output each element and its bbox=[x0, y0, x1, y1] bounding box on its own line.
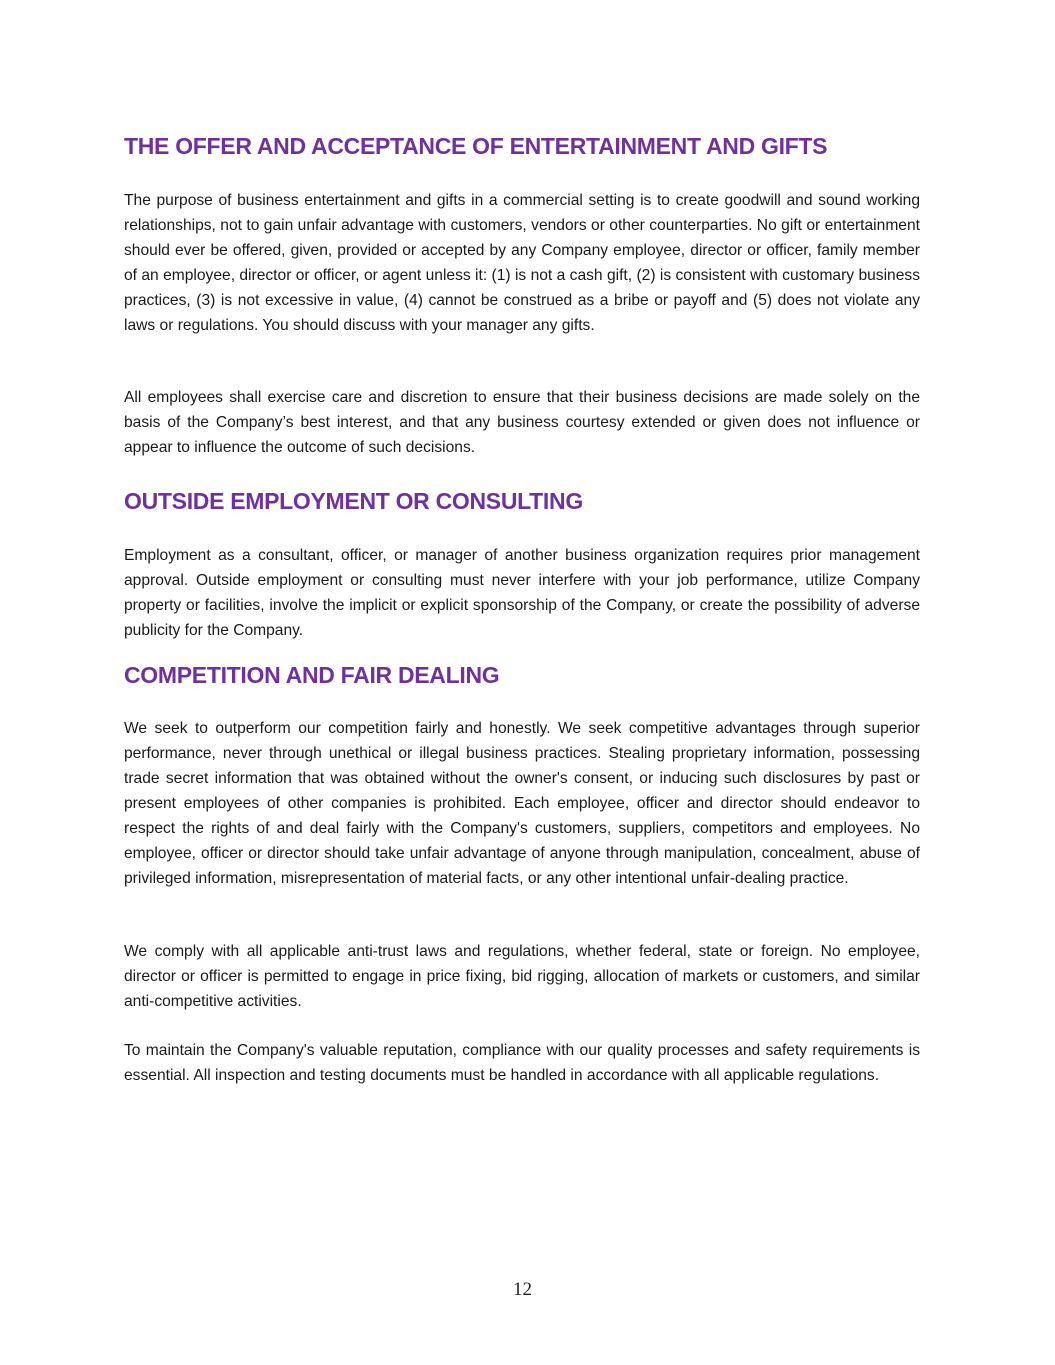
section-heading-outside-employment: OUTSIDE EMPLOYMENT OR CONSULTING bbox=[124, 488, 583, 514]
section-heading-competition: COMPETITION AND FAIR DEALING bbox=[124, 662, 500, 688]
paragraph-competition-fair: We seek to outperform our competition fairly and honestly. We seek competitive advantages through superior performance, never through unethical or illegal business practices. Stealing proprietary information, possessing trade secret information that was obtained without the owner's consent, or inducing such disclosures by past or present employees of other companies is prohibited. Each employee, officer and director should endeavor to respect the rights of and deal fairly with the Company's customers, suppliers, competitors and employees. No employee, officer or director should take unfair advantage of anyone through manipulation, concealment, abuse of privileged information, misrepresentation of material facts, or any other intentional unfair-dealing practice. bbox=[124, 720, 920, 887]
paragraph-quality-compliance: To maintain the Company's valuable reputation, compliance with our quality processes and safety requirements is essential. All inspection and testing documents must be handled in accordance with all applicable regulations. bbox=[124, 1042, 920, 1084]
section-heading-gifts: THE OFFER AND ACCEPTANCE OF ENTERTAINMENT AND GIFTS bbox=[124, 133, 828, 159]
paragraph-gifts-purpose: The purpose of business entertainment and gifts in a commercial setting is to create goodwill and sound working relationships, not to gain unfair advantage with customers, vendors or other counterparties. No gift or entertainment should ever be offered, given, provided or accepted by any Company employee, director or officer, family member of an employee, director or officer, or agent unless it: (1) is not a cash gift, (2) is consistent with customary business practices, (3) is not excessive in value, (4) cannot be construed as a bribe or payoff and (5) does not violate any laws or regulations. You should discuss with your manager any gifts. bbox=[124, 192, 920, 334]
page-number: 12 bbox=[513, 1279, 532, 1300]
paragraph-outside-employment: Employment as a consultant, officer, or manager of another business organization requires prior management approval. Outside employment or consulting must never interfere with your job performance, utilize Company property or facilities, involve the implicit or explicit sponsorship of the Company, or create the possibility of adverse publicity for the Company. bbox=[124, 547, 920, 639]
paragraph-gifts-discretion: All employees shall exercise care and discretion to ensure that their business decisions are made solely on the basis of the Company’s best interest, and that any business courtesy extended or given does not influence or appear to influence the outcome of such decisions. bbox=[124, 389, 920, 456]
paragraph-anti-trust: We comply with all applicable anti-trust laws and regulations, whether federal, state or foreign. No employee, director or officer is permitted to engage in price fixing, bid rigging, allocation of markets or customers, and similar anti-competitive activities. bbox=[124, 943, 920, 1010]
